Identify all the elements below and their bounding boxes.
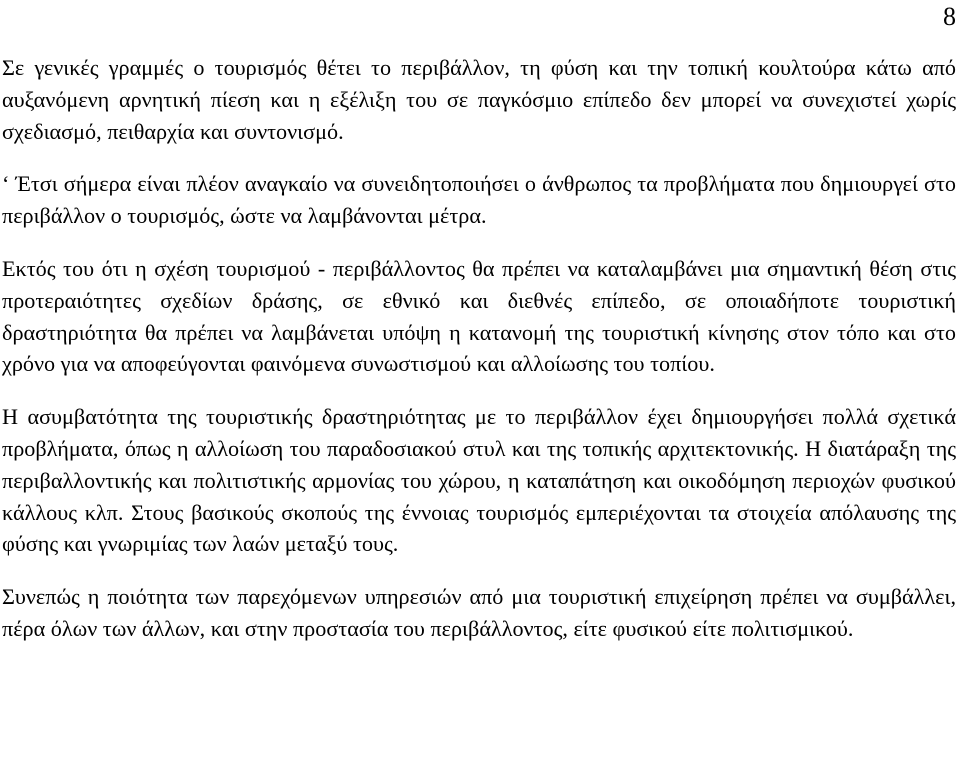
paragraph-incompatibility-problems: Η ασυμβατότητα της τουριστικής δραστηριότητας με το περιβάλλον έχει δημιουργήσει πολλά σχετικά προβλήματα, όπως η αλλοίωση του παραδοσιακού στυλ και της τοπικής αρχιτεκτονικής. Η διατάραξη της περιβαλλοντικής και πολιτιστικής αρμονίας του χώρου, η καταπάτηση και οικοδόμηση περιοχών φυσικού κάλλους κλπ. Στους βασικούς σκοπούς της έννοιας τουρισμός εμπεριέχονται τα στοιχεία απόλαυσης της φύσης και γνωριμίας των λαών μεταξύ τους. [2, 404, 956, 557]
page-number: 8 [943, 2, 956, 31]
paragraph-service-quality: Συνεπώς η ποιότητα των παρεχόμενων υπηρεσιών από μια τουριστική επιχείρηση πρέπει να συμβάλλει, πέρα όλων των άλλων, και στην προστασία του περιβάλλοντος, είτε φυσικού είτε πολιτισμικού. [2, 584, 956, 641]
paragraph-tourism-environment-relation: Εκτός του ότι η σχέση τουρισμού - περιβάλλοντος θα πρέπει να καταλαμβάνει μια σημαντική θέση στις προτεραιότητες σχεδίων δράσης, σε εθνικό και διεθνές επίπεδο, σε οποιαδήποτε τουριστική δραστηριότητα θα πρέπει να λαμβάνεται υπόψη η κατανομή της τουριστική κίνησης στον τόπο και στο χρόνο για να αποφεύγονται φαινόμενα συνωστισμού και αλλοίωσης του τοπίου. [2, 255, 956, 377]
paragraph-environment-pressure: Σε γενικές γραμμές ο τουρισμός θέτει το περιβάλλον, τη φύση και την τοπική κουλτούρα κάτω από αυξανόμενη αρνητική πίεση και η εξέλιξη του σε παγκόσμιο επίπεδο δεν μπορεί να συνεχιστεί χωρίς σχεδιασμό, πειθαρχία και συντονισμό. [2, 55, 956, 144]
paragraph-awareness: ‘ Έτσι σήμερα είναι πλέον αναγκαίο να συνειδητοποιήσει ο άνθρωπος τα προβλήματα που δημιουργεί στο περιβάλλον ο τουρισμός, ώστε να λαμβάνονται μέτρα. [2, 171, 956, 229]
document-body [2, 52, 956, 665]
